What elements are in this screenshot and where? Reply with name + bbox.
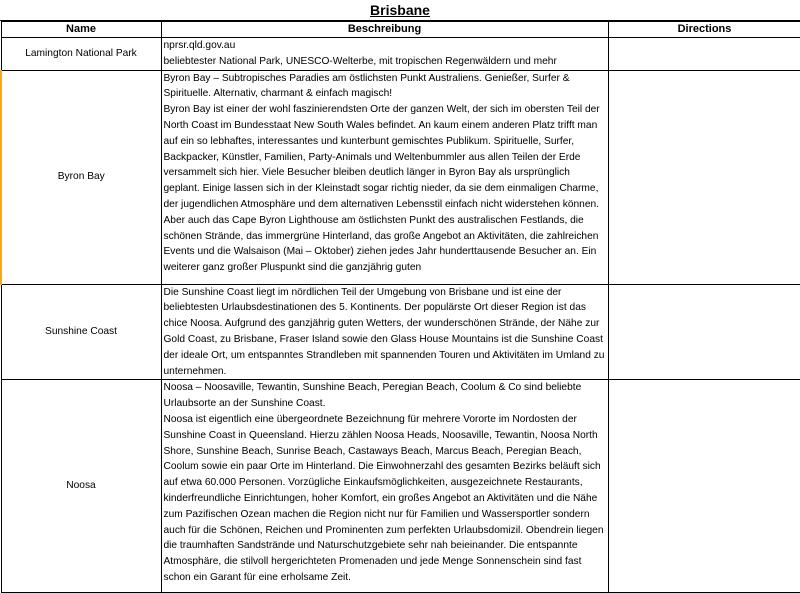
directions-cell[interactable] <box>608 380 800 593</box>
table-row <box>1 38 800 71</box>
directions-cell[interactable] <box>608 70 800 284</box>
name-cell[interactable]: Lamington National Park <box>1 38 161 71</box>
sheet-title[interactable]: Brisbane <box>0 0 800 21</box>
description-line: Die Sunshine Coast liegt im nördlichen Teil der Umgebung von Brisbane und ist eine der beliebtesten Urlaubsdestinationen des 5. Kontinents. Der populärste Ort dieser Region ist das chice Noosa. Aufgrund des ganzjährig guten Wetters, der wunderschönen Strände, der Nähe zur Gold Coast, zu Brisbane, Fraser Island sowie den Glass House Mountains ist die Sunshine Coast der ideale Ort, um entspanntes Strandleben mit spannenden Touren und Aktivitäten im Umland zu unternehmen. <box>163 286 605 377</box>
description-cell[interactable] <box>161 38 608 71</box>
description-cell[interactable] <box>161 70 608 284</box>
description-line: Byron Bay – Subtropisches Paradies am östlichsten Punkt Australiens. Genießer, Surfer & Spirituelle. Alternativ, charmant & einfach magisch! <box>163 72 570 100</box>
directions-cell[interactable] <box>608 38 800 71</box>
header-directions[interactable]: Directions <box>608 22 800 38</box>
header-name[interactable]: Name <box>1 22 161 38</box>
directions-cell[interactable] <box>608 284 800 380</box>
table-row <box>1 70 800 284</box>
table-row <box>1 284 800 380</box>
description-line: nprsr.qld.gov.au <box>163 40 236 51</box>
description-line: beliebtester National Park, UNESCO-Welterbe, mit tropischen Regenwäldern und mehr <box>163 55 557 67</box>
name-cell[interactable]: Sunshine Coast <box>1 284 161 380</box>
name-cell[interactable]: Byron Bay <box>1 70 161 284</box>
description-line: Aber auch das Cape Byron Lighthouse am östlichsten Punkt des australischen Festlands, die schönen Strände, das immergrüne Hinterland, das große Angebot an Aktivitäten, die zahlreichen Events und die Walsaison (Mai – Oktober) ziehen jedes Jahr hunderttausende Besucher an. Ein weiterer ganz großer Pluspunkt sind die ganzjährig guten <box>163 214 599 274</box>
header-row <box>1 22 800 38</box>
table-row <box>1 380 800 593</box>
description-line: Noosa – Noosaville, Tewantin, Sunshine Beach, Peregian Beach, Coolum & Co sind beliebte Urlaubsorte an der Sunshine Coast. <box>163 382 582 410</box>
description-line: Noosa ist eigentlich eine übergeordnete Bezeichnung für mehrere Vororte im Nordosten der Sunshine Coast in Queensland. Hierzu zählen Noosa Heads, Noosaville, Tewantin, Noosa North Shore, Sunshine Beach, Sunrise Beach, Castaways Beach, Marcus Beach, Peregian Beach, Coolum sowie ein paar Orte im Hinterland. Die Einwohnerzahl des gesamten Bezirks beläuft sich auf etwa 60.000 Personen. Vorzügliche Einkaufsmöglichkeiten, ausgezeichnete Restaurants, kinderfreundliche Einrichtungen, hoher Komfort, ein großes Angebot an Aktivitäten und die Nähe zum Pazifischen Ozean machen die Region nicht nur für Familien und Wassersportler sondern auch für die Schönen, Reichen und Prominenten zum perfekten Urlaubsdomizil. Obendrein liegen die traumhaften Sandstrände und Naturschutzgebiete sehr nah beieinander. Die entspannte Atmosphäre, die stilvoll hergerichteten Promenaden und jede Menge Sonnenschein sind fast schon ein Garant für eine erholsame Zeit. <box>163 413 604 583</box>
header-description[interactable]: Beschreibung <box>161 22 608 38</box>
description-cell[interactable] <box>161 380 608 593</box>
data-table <box>0 21 800 593</box>
description-cell[interactable] <box>161 284 608 380</box>
description-line: Byron Bay ist einer der wohl faszinierendsten Orte der ganzen Welt, der sich im obersten Teil der North Coast im Bundesstaat New South Wales befindet. An kaum einem anderen Platz trifft man auf ein so lebhaftes, interessantes und kunterbunt gemischtes Publikum. Spirituelle, Surfer, Backpacker, Künstler, Familien, Party-Animals und Weltenbummler aus allen Teilen der Erde versammelt sich hier. Viele Besucher bleiben deutlich länger in Byron Bay als ursprünglich geplant. Einige lassen sich in der Kleinstadt sogar richtig nieder, da sie dem einmaligen Charme, der jugendlichen Atmosphäre und dem alternativen Lebensstil einfach nicht widerstehen können. <box>163 104 600 210</box>
name-cell[interactable]: Noosa <box>1 380 161 593</box>
